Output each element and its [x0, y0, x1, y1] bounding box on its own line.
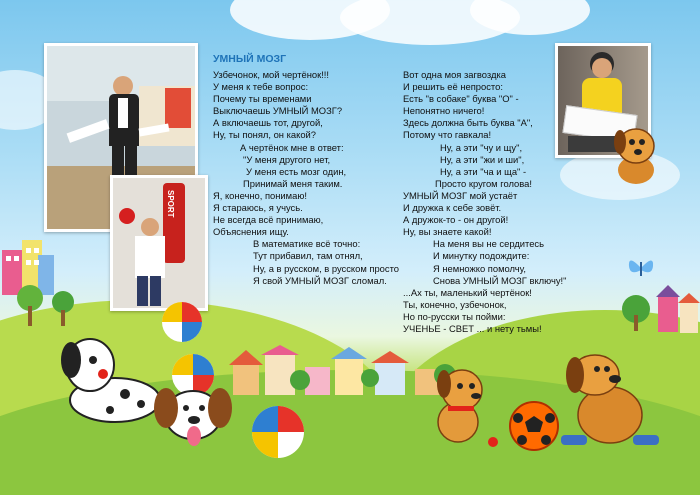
- poem-line: И минутку подождите:: [433, 250, 530, 262]
- poem-line: Снова УМНЫЙ МОЗГ включу!": [433, 274, 567, 286]
- poem-line: И дружка к себе зовёт.: [403, 202, 502, 214]
- poem-line: Я, конечно, понимаю!: [213, 189, 307, 201]
- poem-line: Ну, а в русском, в русском просто: [253, 262, 399, 274]
- brown-dog-icon: [148, 380, 238, 455]
- poem-line: Ну, а эти "ча и ща" -: [440, 165, 527, 177]
- poem-line: Выключаешь УМНЫЙ МОЗГ?: [213, 105, 343, 117]
- poem-line: А дружок-то - он другой!: [403, 214, 509, 226]
- poem-line: Ну, а эти "жи и ши",: [440, 153, 525, 165]
- beach-ball-icon: [250, 404, 306, 460]
- brown-dog-icon: [555, 345, 665, 455]
- photo-boy-boxing: [110, 175, 208, 311]
- poem-line: ...Ах ты, маленький чертёнок!: [403, 286, 532, 298]
- poem-line: Непонятно ничего!: [403, 105, 485, 117]
- poem-line: УЧЕНЬЕ - СВЕТ ... и нету тьмы!: [403, 322, 542, 334]
- poem-line: Почему ты временами: [213, 93, 312, 105]
- poem-line: Не всегда всё принимаю,: [213, 214, 324, 226]
- poem-line: А чертёнок мне в ответ:: [240, 141, 344, 153]
- poem-line: Ну, вы знаете какой!: [403, 226, 492, 238]
- poem-line: Ну, ты понял, он какой?: [213, 129, 316, 141]
- left-trees: [15, 280, 85, 330]
- poem-line: УМНЫЙ МОЗГ мой устаёт: [403, 189, 518, 201]
- small-dog-icon: [608, 120, 666, 192]
- poem-line: Но по-русски ты пойми:: [403, 310, 506, 322]
- poem-line: Потому что гавкала!: [403, 129, 492, 141]
- poem-line: Просто кругом голова!: [435, 177, 532, 189]
- poem-column-right: [403, 69, 566, 335]
- poem-line: Объяснения ищу.: [213, 226, 289, 238]
- soccer-ball-icon: [508, 400, 560, 452]
- poem-line: Я немножко помолчу,: [433, 262, 527, 274]
- puppy-icon: [420, 360, 500, 450]
- poem-line: Я свой УМНЫЙ МОЗГ сломал.: [253, 274, 387, 286]
- poem-line: А включаешь тот, другой,: [213, 117, 323, 129]
- butterfly-icon: [626, 254, 656, 282]
- poem-column-left: [213, 69, 399, 287]
- poem-line: Ну, а эти "чу и щу",: [440, 141, 523, 153]
- right-houses: [618, 285, 700, 335]
- poem-line: Здесь должна быть буква "А",: [403, 117, 533, 129]
- poem-line: Узбечонок, мой чертёнок!!!: [213, 69, 330, 80]
- poem-line: У меня есть мозг один,: [246, 165, 347, 177]
- bag-label: SPORT: [166, 190, 175, 218]
- poem-line: Тут прибавил, там отнял,: [253, 250, 363, 262]
- poem-line: В математике всё точно:: [253, 238, 361, 250]
- poem-line: На меня вы не сердитесь: [433, 238, 545, 250]
- poem-title: УМНЫЙ МОЗГ: [213, 53, 287, 65]
- poem-line: И решить её непросто:: [403, 81, 503, 93]
- poem-line: Я стараюсь, я учусь.: [213, 202, 303, 214]
- poem-line: Вот одна моя загвоздка: [403, 69, 506, 80]
- poem-line: Есть "в собаке" буква "О" -: [403, 93, 519, 105]
- poem-line: Ты, конечно, узбечонок,: [403, 298, 507, 310]
- poem-line: Принимай меня таким.: [243, 177, 343, 189]
- poem-line: У меня к тебе вопрос:: [213, 81, 309, 93]
- poem-line: "У меня другого нет,: [243, 153, 331, 165]
